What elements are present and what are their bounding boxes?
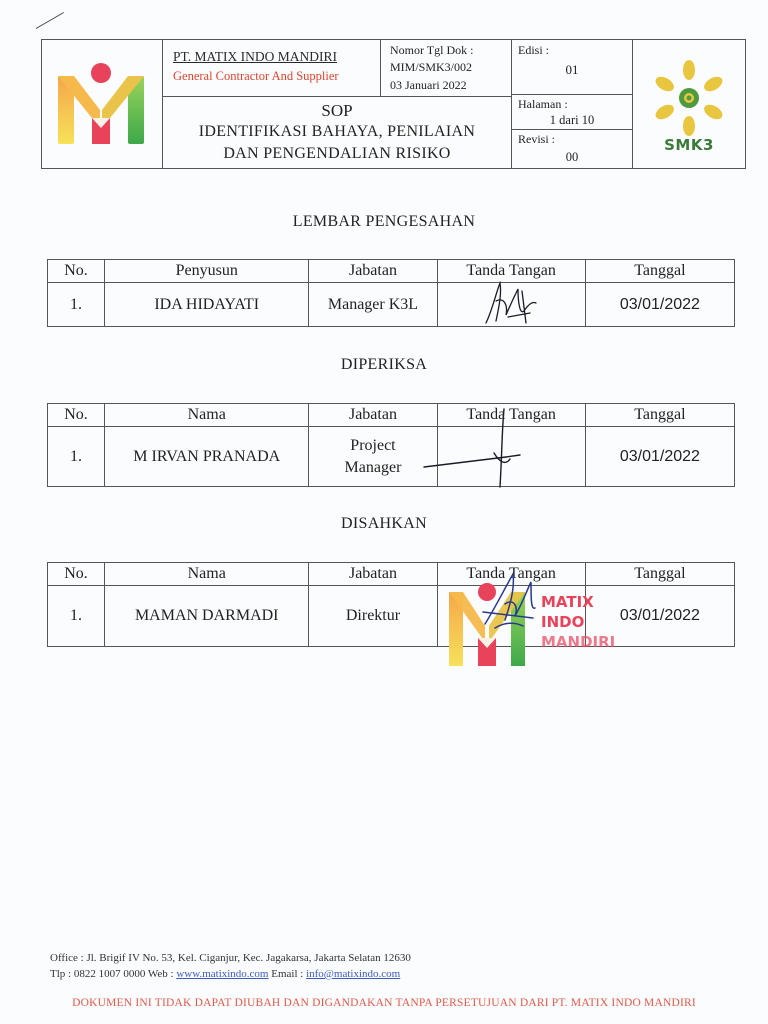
row-date: 03/01/2022 bbox=[585, 586, 734, 647]
signature-cell bbox=[437, 427, 585, 487]
col-no: No. bbox=[48, 404, 105, 427]
col-position: Jabatan bbox=[309, 404, 437, 427]
page-cell bbox=[512, 95, 633, 130]
doc-number-label: Nomor Tgl Dok : bbox=[390, 43, 474, 57]
doc-type: SOP bbox=[321, 101, 353, 120]
company-stamp bbox=[447, 582, 637, 668]
title-cell bbox=[163, 97, 512, 168]
smk3-logo-text: SMK3 bbox=[664, 136, 714, 154]
company-name: PT. MATIX INDO MANDIRI bbox=[173, 49, 337, 64]
row-no: 1. bbox=[48, 427, 105, 487]
stamp-text-line-3: MANDIRI bbox=[541, 633, 616, 651]
stamp-text-line-1: MATIX bbox=[541, 593, 594, 611]
footer-email-label: Email : bbox=[268, 968, 307, 980]
col-name: Penyusun bbox=[105, 260, 309, 283]
row-date: 03/01/2022 bbox=[585, 427, 734, 487]
row-name: MAMAN DARMADI bbox=[105, 586, 309, 647]
page-value: 1 dari 10 bbox=[549, 113, 595, 127]
approval-table-prepared bbox=[47, 259, 735, 327]
row-position bbox=[309, 427, 437, 487]
col-name: Nama bbox=[105, 563, 309, 586]
signature-cell bbox=[437, 283, 585, 327]
col-no: No. bbox=[48, 563, 105, 586]
row-date: 03/01/2022 bbox=[585, 283, 734, 327]
edition-value: 01 bbox=[565, 62, 579, 77]
signature bbox=[420, 405, 540, 493]
signature bbox=[478, 271, 548, 329]
footer-notice: DOKUMEN INI TIDAK DAPAT DIUBAH DAN DIGANDAKAN TANPA PERSETUJUAN DARI PT. MATIX INDO MANDIRI bbox=[72, 997, 696, 1009]
document-header bbox=[41, 39, 746, 169]
table-header-row bbox=[48, 404, 735, 427]
doc-number-cell bbox=[381, 40, 512, 97]
col-date: Tanggal bbox=[585, 260, 734, 283]
scan-mark bbox=[36, 12, 64, 29]
company-logo bbox=[42, 40, 162, 168]
page-label: Halaman : bbox=[518, 97, 568, 111]
doc-date: 03 Januari 2022 bbox=[390, 78, 467, 92]
table-row bbox=[48, 427, 735, 487]
row-no: 1. bbox=[48, 586, 105, 647]
row-position: Manager K3L bbox=[309, 283, 437, 327]
revision-cell bbox=[512, 130, 633, 168]
footer-email-link[interactable]: info@matixindo.com bbox=[306, 968, 401, 980]
footer-web-link[interactable]: www.matixindo.com bbox=[176, 968, 269, 980]
revision-value: 00 bbox=[565, 150, 579, 164]
revision-label: Revisi : bbox=[518, 132, 556, 146]
edition-cell bbox=[512, 40, 633, 95]
row-no: 1. bbox=[48, 283, 105, 327]
col-signature: Tanda Tangan bbox=[437, 404, 585, 427]
smk3-logo bbox=[633, 40, 745, 140]
company-cell bbox=[163, 40, 381, 97]
footer-office: Office : Jl. Brigif IV No. 53, Kel. Ciganjur, Kec. Jagakarsa, Jakarta Selatan 12630 bbox=[50, 952, 411, 964]
doc-number: MIM/SMK3/002 bbox=[390, 60, 473, 74]
doc-title-line-1: IDENTIFIKASI BAHAYA, PENILAIAN bbox=[198, 123, 476, 140]
stamp-text-line-2: INDO bbox=[541, 613, 585, 631]
footer-contact bbox=[50, 968, 400, 980]
col-date: Tanggal bbox=[585, 404, 734, 427]
row-name: M IRVAN PRANADA bbox=[105, 427, 309, 487]
approval-table-checked bbox=[47, 403, 735, 487]
col-no: No. bbox=[48, 260, 105, 283]
section-heading-approved: DISAHKAN bbox=[341, 515, 427, 532]
row-position-line-1: Project bbox=[350, 436, 396, 454]
edition-label: Edisi : bbox=[518, 43, 550, 57]
table-row bbox=[48, 283, 735, 327]
table-header-row bbox=[48, 260, 735, 283]
col-position: Jabatan bbox=[309, 563, 437, 586]
page-title: LEMBAR PENGESAHAN bbox=[292, 213, 476, 230]
company-logo-cell bbox=[42, 40, 163, 168]
row-position: Direktur bbox=[309, 586, 437, 647]
company-subtitle: General Contractor And Supplier bbox=[173, 69, 339, 83]
smk3-logo-cell bbox=[633, 40, 745, 168]
col-position: Jabatan bbox=[309, 260, 437, 283]
row-name: IDA HIDAYATI bbox=[105, 283, 309, 327]
col-date: Tanggal bbox=[585, 563, 734, 586]
section-heading-checked: DIPERIKSA bbox=[340, 356, 428, 373]
footer-phone: Tlp : 0822 1007 0000 Web : bbox=[50, 968, 177, 980]
row-position-line-2: Manager bbox=[344, 458, 402, 476]
col-name: Nama bbox=[105, 404, 309, 427]
stamp-text bbox=[541, 592, 615, 652]
doc-title-line-2: DAN PENGENDALIAN RISIKO bbox=[223, 145, 451, 162]
col-signature: Tanda Tangan bbox=[437, 563, 585, 586]
col-signature: Tanda Tangan bbox=[437, 260, 585, 283]
